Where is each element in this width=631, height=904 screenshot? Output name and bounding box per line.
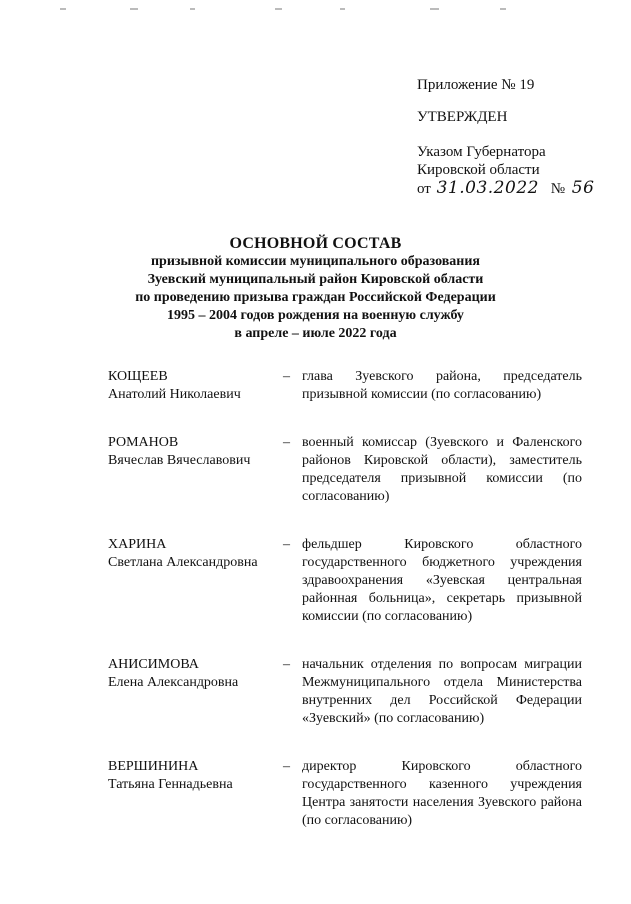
number-label: №: [550, 181, 566, 197]
commission-members-list: [108, 368, 582, 830]
title-line: 1995 – 2004 годов рождения на военную службу: [167, 308, 464, 323]
member-surname: АНИСИМОВА: [108, 657, 199, 672]
member-role: военный комиссар (Зуевского и Фаленского районов Кировской области), заместитель председателя призывной комиссии (по согласованию): [302, 435, 582, 504]
title-heading: ОСНОВНОЙ СОСТАВ: [229, 235, 402, 252]
member-name: [108, 368, 283, 404]
member-role: фельдшер Кировского областного государственного бюджетного учреждения здравоохранения «Зуевская центральная районная больница», секретарь призывной комиссии (по согласованию): [302, 537, 582, 624]
handwritten-date: 31.03.2022: [436, 178, 539, 198]
document-title: [0, 235, 631, 343]
appendix-number: Приложение № 19: [417, 77, 535, 93]
member-entry: [108, 434, 582, 506]
title-line: по проведению призыва граждан Российской Федерации: [135, 290, 496, 305]
approved-stamp: УТВЕРЖДЕН: [417, 109, 508, 125]
handwritten-number: 56: [571, 178, 595, 198]
member-entry: [108, 368, 582, 404]
decree-date-number: [417, 179, 617, 198]
member-name: [108, 656, 283, 728]
member-surname: РОМАНОВ: [108, 435, 179, 450]
member-role: начальник отделения по вопросам миграции Межмуниципального отдела Министерства внутренних дел Российской Федерации «Зуевский» (по согласованию): [302, 657, 582, 726]
member-role: директор Кировского областного государственного казенного учреждения Центра занятости населения Зуевского района (по согласованию): [302, 759, 582, 828]
title-line: в апреле – июле 2022 года: [234, 326, 397, 341]
member-surname: ВЕРШИНИНА: [108, 759, 199, 774]
member-entry: [108, 536, 582, 626]
member-name: [108, 434, 283, 506]
member-given-names: Татьяна Геннадьевна: [108, 777, 233, 792]
title-line: призывной комиссии муниципального образования: [150, 254, 481, 269]
member-given-names: Вячеслав Вячеславович: [108, 453, 251, 468]
member-dash: –: [283, 435, 290, 450]
member-given-names: Светлана Александровна: [108, 555, 258, 570]
scan-artifacts: [60, 8, 530, 14]
member-name: [108, 536, 283, 626]
member-surname: ХАРИНА: [108, 537, 167, 552]
member-surname: КОЩЕЕВ: [108, 369, 168, 384]
title-line: Зуевский муниципальный район Кировской области: [147, 272, 484, 287]
member-name: [108, 758, 283, 830]
member-dash: –: [283, 657, 290, 672]
date-prefix: от: [417, 181, 431, 197]
member-role: глава Зуевского района, председатель призывной комиссии (по согласованию): [302, 369, 582, 402]
member-dash: –: [283, 759, 290, 774]
decree-line-1: Указом Губернатора: [417, 144, 546, 160]
approval-block: [417, 76, 617, 198]
member-given-names: Анатолий Николаевич: [108, 387, 241, 402]
decree-line-2: Кировской области: [417, 162, 540, 178]
member-dash: –: [283, 369, 290, 384]
member-dash: –: [283, 537, 290, 552]
member-given-names: Елена Александровна: [108, 675, 239, 690]
member-entry: [108, 656, 582, 728]
member-entry: [108, 758, 582, 830]
